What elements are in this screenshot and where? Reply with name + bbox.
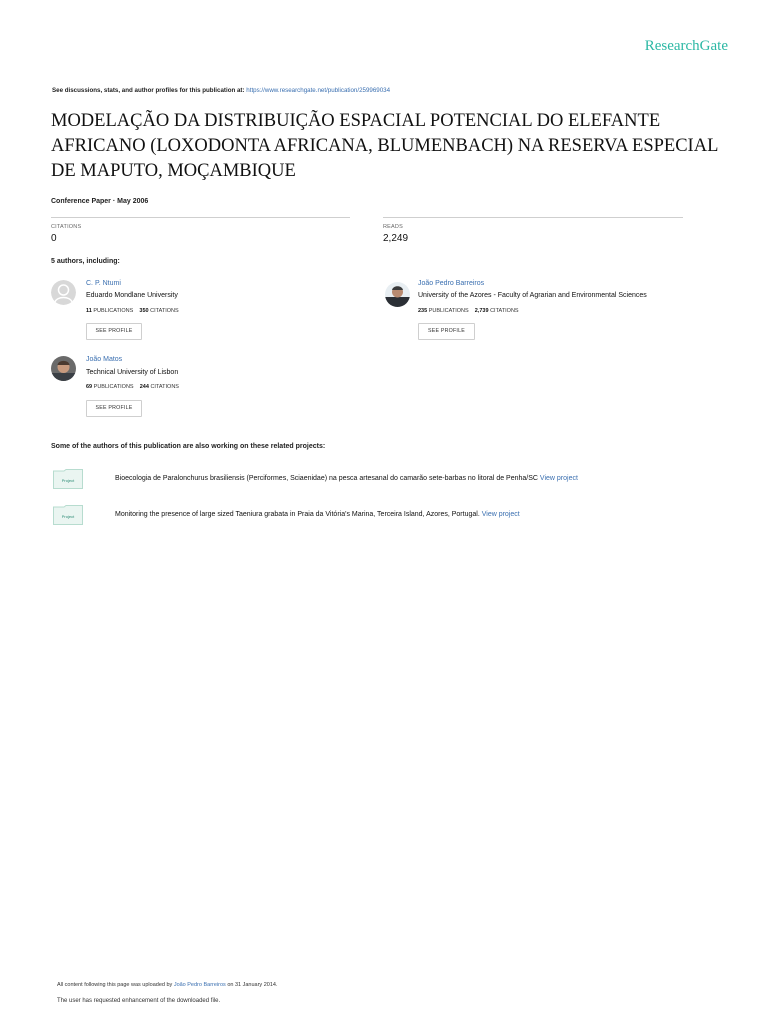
paper-title: MODELAÇÃO DA DISTRIBUIÇÃO ESPACIAL POTENCIAL DO ELEFANTE AFRICANO (LOXODONTA AFRICANA, BLUMENBACH) NA RESERVA ESPECIAL DE MAPUTO, MOÇAMBIQUE [51, 111, 718, 181]
author-institution: Technical University of Lisbon [86, 369, 179, 376]
project-item [115, 511, 520, 518]
author-name[interactable]: C. P. Ntumi [86, 280, 121, 287]
publications-count: 235 [418, 308, 428, 314]
citations-divider [51, 217, 350, 218]
publications-count: 69 [86, 384, 93, 390]
citations-label: CITATIONS [51, 224, 82, 230]
upload-prefix: All content following this page was uploaded by [57, 982, 173, 988]
avatar[interactable] [51, 356, 76, 381]
projects-heading: Some of the authors of this publication are also working on these related projects: [51, 443, 326, 450]
reads-value: 2,249 [383, 233, 409, 244]
reads-divider [383, 217, 683, 218]
author-institution: University of the Azores - Faculty of Agrarian and Environmental Sciences [418, 292, 647, 299]
author-stats [86, 308, 179, 314]
view-project-link[interactable]: View project [539, 475, 578, 482]
placeholder-avatar-icon [51, 280, 76, 305]
project-folder-icon [53, 469, 83, 489]
publications-count: 11 [86, 308, 92, 314]
author-institution: Eduardo Mondlane University [86, 292, 178, 299]
project-title: Bioecologia de Paralonchurus brasiliensis (Perciformes, Sciaenidae) na pesca artesanal do camarão sete-barbas no litoral de Penha/SC [115, 475, 538, 482]
project-title: Monitoring the presence of large sized Taeniura grabata in Praia da Vitória's Marina, Terceira Island, Azores, Portugal. [115, 511, 480, 518]
project-item [115, 475, 578, 482]
project-icon-label: Project [61, 514, 75, 519]
reads-label: READS [383, 224, 403, 230]
citations-count: 2,739 [474, 308, 489, 314]
publications-label: PUBLICATIONS [93, 308, 134, 314]
see-profile-button[interactable]: SEE PROFILE [418, 323, 475, 340]
avatar[interactable] [51, 280, 76, 305]
author-stats [86, 384, 179, 390]
profile-link-line [52, 87, 390, 94]
publications-label: PUBLICATIONS [428, 308, 469, 314]
author-name[interactable]: João Matos [86, 356, 123, 363]
authors-heading: 5 authors, including: [51, 258, 120, 265]
publication-url-link[interactable]: https://www.researchgate.net/publication/259969034 [246, 87, 391, 94]
researchgate-logo[interactable]: ResearchGate [644, 38, 728, 54]
citations-count: 350 [139, 308, 149, 314]
uploader-link[interactable]: João Pedro Barreiros [173, 982, 226, 988]
author-photo-icon [51, 356, 76, 381]
publications-label: PUBLICATIONS [93, 384, 134, 390]
author-name[interactable]: João Pedro Barreiros [418, 280, 485, 287]
author-photo-icon [385, 282, 410, 307]
project-folder-icon [53, 505, 83, 525]
author-stats [418, 308, 519, 314]
see-profile-button[interactable]: SEE PROFILE [86, 400, 142, 417]
citations-count: 244 [139, 384, 149, 390]
citations-label: CITATIONS [150, 384, 179, 390]
citations-label: CITATIONS [150, 308, 179, 314]
project-icon-label: Project [61, 478, 75, 483]
view-project-link[interactable]: View project [481, 511, 520, 518]
enhancement-note: The user has requested enhancement of the downloaded file. [57, 998, 221, 1004]
citations-label: CITATIONS [490, 308, 519, 314]
upload-suffix: on 31 January 2014. [227, 982, 278, 988]
see-text: See discussions, stats, and author profiles for this publication at: [52, 87, 245, 94]
avatar[interactable] [385, 282, 410, 307]
citations-value: 0 [51, 233, 57, 244]
see-profile-button[interactable]: SEE PROFILE [86, 323, 142, 340]
upload-note [57, 982, 277, 988]
paper-meta: Conference Paper · May 2006 [51, 198, 149, 205]
